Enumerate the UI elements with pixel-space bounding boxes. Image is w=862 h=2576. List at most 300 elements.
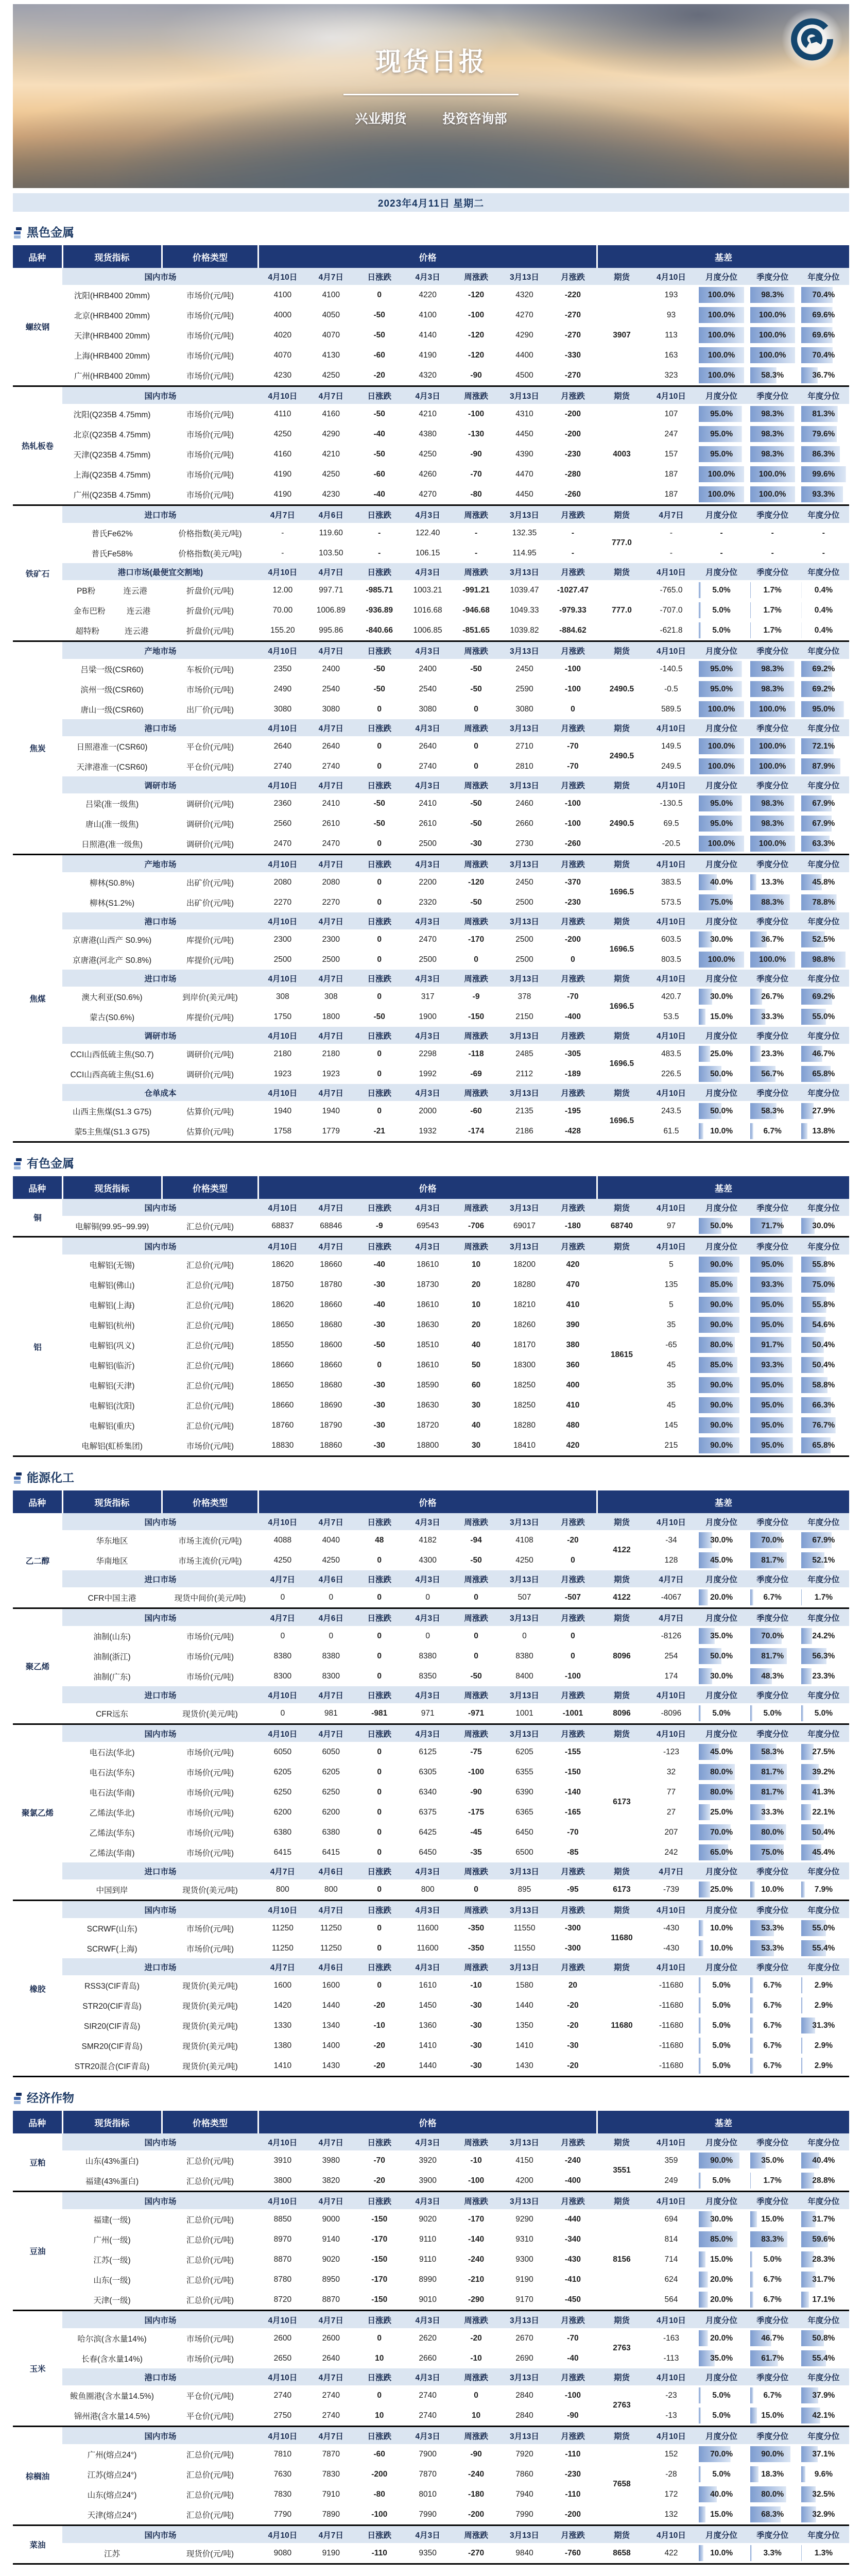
pct-header-cell: 月度分位 bbox=[696, 386, 747, 404]
percentile-cell: 20.0% bbox=[696, 2290, 747, 2311]
change-cell: -70 bbox=[567, 2333, 579, 2343]
percentile-cell: 5.0% bbox=[696, 2385, 747, 2405]
percentile-cell: 58.3% bbox=[747, 1742, 798, 1762]
price-cell: 2300 bbox=[273, 935, 292, 944]
table-row bbox=[13, 1216, 849, 1237]
change-cell: -30 bbox=[470, 2001, 482, 2010]
percentile-cell: - bbox=[822, 528, 825, 537]
price-cell: 4070 bbox=[322, 330, 340, 340]
price-cell: 69017 bbox=[513, 1221, 536, 1230]
change-cell: 10 bbox=[375, 2411, 384, 2420]
change-cell: -80 bbox=[470, 489, 482, 499]
change-cell: -70 bbox=[567, 1827, 579, 1837]
price-cell: 2080 bbox=[322, 877, 340, 887]
price-cell: 8720 bbox=[273, 2295, 292, 2304]
price-cell: 6375 bbox=[419, 1807, 437, 1817]
change-cell: 0 bbox=[377, 761, 382, 771]
market-label: 国内市场 bbox=[62, 1724, 258, 1742]
section-title bbox=[14, 223, 849, 240]
price-cell: 2810 bbox=[515, 761, 533, 771]
change-cell: 0 bbox=[377, 1980, 382, 1990]
futures-header-cell: 期货 bbox=[597, 2133, 646, 2150]
price-cell: 8380 bbox=[515, 1651, 533, 1660]
percentile-cell: 93.3% bbox=[747, 1355, 798, 1375]
change-cell: 0 bbox=[377, 1106, 382, 1115]
basis-cell: 149.5 bbox=[661, 741, 681, 751]
date-header-cell: 4月10日 bbox=[258, 970, 307, 987]
basis-cell: -11680 bbox=[659, 2061, 684, 2070]
price-type-cell: 市场价(元/吨) bbox=[186, 490, 234, 500]
price-cell: 18800 bbox=[417, 1440, 439, 1450]
commodity-cell: 焦煤 bbox=[13, 855, 62, 1142]
change-cell: 360 bbox=[566, 1360, 580, 1369]
pct-header-cell: 年度分位 bbox=[798, 1862, 849, 1879]
table-row bbox=[13, 1762, 849, 1782]
price-cell: 2600 bbox=[273, 2333, 292, 2343]
price-type-cell: 市场主流价(元/吨) bbox=[178, 1556, 242, 1566]
date-header-cell: 3月13日 bbox=[501, 563, 549, 580]
price-cell: 4500 bbox=[515, 370, 533, 380]
percentile-cell: 69.6% bbox=[798, 325, 849, 345]
price-cell: 2270 bbox=[322, 897, 340, 907]
price-cell: 9170 bbox=[515, 2295, 533, 2304]
price-cell: 4130 bbox=[322, 350, 340, 360]
table-row bbox=[13, 484, 849, 505]
change-cell: -100 bbox=[564, 664, 581, 673]
change-cell: -40 bbox=[373, 1260, 385, 1269]
market-subheader-row bbox=[13, 2311, 849, 2329]
date-header-cell: 4月7日 bbox=[307, 2368, 355, 2385]
futures-header-cell: 期货 bbox=[597, 1027, 646, 1044]
price-cell: 18200 bbox=[513, 1260, 536, 1269]
date-header-cell: 周涨跌 bbox=[452, 1958, 501, 1975]
price-cell: 4250 bbox=[322, 370, 340, 380]
pct-header-cell: 季度分位 bbox=[747, 719, 798, 736]
table-row bbox=[13, 580, 849, 600]
price-cell: 4190 bbox=[419, 350, 437, 360]
date-header-cell: 3月13日 bbox=[501, 719, 549, 736]
price-type-cell: 汇总价(元/吨) bbox=[186, 1321, 234, 1330]
price-cell: 4470 bbox=[515, 469, 533, 479]
price-cell: 18590 bbox=[417, 1380, 439, 1389]
price-cell: 18750 bbox=[271, 1280, 294, 1289]
pct-header-cell: 月度分位 bbox=[696, 855, 747, 873]
percentile-cell: 90.0% bbox=[696, 1395, 747, 1415]
commodity-cell: 棕榈油 bbox=[13, 2427, 62, 2526]
indicator-cell: 日照港(准一级焦) bbox=[81, 840, 143, 849]
date-header-cell: 周涨跌 bbox=[452, 1724, 501, 1742]
price-cell: 7940 bbox=[515, 2489, 533, 2499]
price-cell: 507 bbox=[518, 1592, 531, 1602]
date-header-cell: 3月13日 bbox=[501, 912, 549, 929]
percentile-cell: 10.0% bbox=[747, 1879, 798, 1901]
price-cell: 18790 bbox=[320, 1420, 342, 1430]
percentile-cell: 23.3% bbox=[747, 1044, 798, 1064]
percentile-cell: 23.3% bbox=[798, 1666, 849, 1686]
basis-date-header-cell: 4月10日 bbox=[646, 1901, 696, 1919]
basis-date-header-cell: 4月10日 bbox=[646, 386, 696, 404]
price-cell: 11250 bbox=[320, 1923, 342, 1933]
table-row bbox=[13, 2150, 849, 2171]
percentile-cell: 87.9% bbox=[798, 756, 849, 776]
percentile-cell: 56.7% bbox=[747, 1064, 798, 1084]
change-cell: -150 bbox=[371, 2255, 388, 2264]
price-type-cell: 市场价(元/吨) bbox=[186, 1442, 234, 1451]
futures-header-cell: 期货 bbox=[597, 970, 646, 987]
date-header-cell: 日涨跌 bbox=[355, 2133, 404, 2150]
percentile-cell: 50.4% bbox=[798, 1335, 849, 1355]
indicator-cell: 京唐港(河北产 S0.8%) bbox=[72, 956, 152, 965]
price-type-cell: 市场价(元/吨) bbox=[186, 2354, 234, 2364]
percentile-cell: 6.7% bbox=[747, 1121, 798, 1142]
date-header-cell: 4月7日 bbox=[307, 563, 355, 580]
percentile-cell: 35.0% bbox=[696, 2348, 747, 2368]
pct-header-cell: 年度分位 bbox=[798, 1724, 849, 1742]
price-cell: 2320 bbox=[419, 897, 437, 907]
change-cell: 0 bbox=[474, 1592, 478, 1602]
price-cell: 9310 bbox=[515, 2234, 533, 2244]
table-row bbox=[13, 1646, 849, 1666]
indicator-cell: 电解铝(佛山) bbox=[89, 1281, 135, 1290]
change-cell: 0 bbox=[377, 1049, 382, 1058]
pct-header-cell: 季度分位 bbox=[747, 1513, 798, 1530]
basis-cell: 215 bbox=[664, 1440, 678, 1450]
price-cell: 1049.33 bbox=[510, 605, 539, 615]
date-header-cell: 月涨跌 bbox=[548, 1513, 597, 1530]
price-cell: 8010 bbox=[419, 2489, 437, 2499]
date-header-cell: 4月10日 bbox=[258, 1199, 307, 1216]
price-cell: 2200 bbox=[419, 877, 437, 887]
price-cell: 0 bbox=[280, 1708, 285, 1718]
percentile-cell: 67.9% bbox=[798, 814, 849, 834]
pct-header-cell: 月度分位 bbox=[696, 2133, 747, 2150]
change-cell: -200 bbox=[564, 429, 581, 438]
date-header-cell: 4月7日 bbox=[307, 386, 355, 404]
table-row bbox=[13, 929, 849, 950]
percentile-cell: 95.0% bbox=[696, 404, 747, 424]
change-cell: 0 bbox=[377, 2391, 382, 2400]
price-cell: 1900 bbox=[419, 1012, 437, 1021]
percentile-cell: 65.0% bbox=[696, 1842, 747, 1862]
commodity-cell: 豆油 bbox=[13, 2192, 62, 2311]
date-header-cell: 周涨跌 bbox=[452, 386, 501, 404]
indicator-cell: 电解铝(无锡) bbox=[89, 1261, 135, 1270]
date-header-cell: 4月3日 bbox=[404, 641, 452, 659]
price-cell: 1779 bbox=[322, 1126, 340, 1136]
indicator-cell: 华南地区 bbox=[96, 1556, 128, 1566]
change-cell: -50 bbox=[470, 664, 482, 673]
change-cell: -90 bbox=[470, 449, 482, 459]
indicator-cell: 电解铝(虹桥集团) bbox=[81, 1442, 143, 1451]
price-cell: 7830 bbox=[322, 2469, 340, 2479]
table-row bbox=[13, 814, 849, 834]
price-type-cell: 价格指数(美元/吨) bbox=[178, 529, 242, 538]
percentile-cell: 33.3% bbox=[747, 1007, 798, 1027]
date-header-cell: 周涨跌 bbox=[452, 1686, 501, 1703]
price-type-cell: 汇总价(元/吨) bbox=[186, 1361, 234, 1370]
pct-header-cell: 季度分位 bbox=[747, 563, 798, 580]
price-cell: 1420 bbox=[273, 2001, 292, 2010]
price-cell: 18680 bbox=[320, 1320, 342, 1329]
percentile-cell: 90.0% bbox=[696, 1375, 747, 1395]
header-row bbox=[13, 1176, 849, 1199]
percentile-cell: 70.4% bbox=[798, 285, 849, 305]
percentile-cell: 0.4% bbox=[798, 620, 849, 641]
price-type-cell: 汇总价(元/吨) bbox=[186, 2256, 234, 2265]
change-cell: -985.71 bbox=[366, 585, 393, 595]
change-cell: 0 bbox=[377, 1787, 382, 1797]
percentile-cell: 100.0% bbox=[696, 736, 747, 756]
change-cell: -260 bbox=[564, 489, 581, 499]
change-cell: -45 bbox=[470, 1827, 482, 1837]
change-cell: 0 bbox=[377, 1555, 382, 1565]
date-header-cell: 4月7日 bbox=[307, 1513, 355, 1530]
header-row bbox=[13, 2111, 849, 2133]
percentile-cell: 5.0% bbox=[696, 2405, 747, 2427]
date-header-cell: 4月3日 bbox=[404, 1027, 452, 1044]
date-header-cell: 4月7日 bbox=[307, 1199, 355, 1216]
percentile-cell: 100.0% bbox=[696, 285, 747, 305]
indicator-cell: 天津(熔点24°) bbox=[87, 2511, 137, 2520]
change-cell: -140 bbox=[564, 1787, 581, 1797]
table-row bbox=[13, 285, 849, 305]
date-header-cell: 4月3日 bbox=[404, 970, 452, 987]
price-cell: 18620 bbox=[271, 1300, 294, 1309]
percentile-cell: 93.3% bbox=[747, 1275, 798, 1295]
table-row bbox=[13, 543, 849, 563]
pct-header-cell: 季度分位 bbox=[747, 1686, 798, 1703]
pct-header-cell: 季度分位 bbox=[747, 268, 798, 285]
percentile-cell: 69.6% bbox=[798, 305, 849, 325]
price-cell: 18830 bbox=[271, 1440, 294, 1450]
basis-cell: 483.5 bbox=[661, 1049, 681, 1058]
pct-header-cell: 季度分位 bbox=[747, 912, 798, 929]
company-name: 兴业期货 bbox=[355, 112, 407, 126]
indicator-cell: 天津港准一(CSR60) bbox=[76, 762, 148, 772]
table-row bbox=[13, 1587, 849, 1608]
change-cell: -290 bbox=[468, 2295, 485, 2304]
change-cell: 0 bbox=[377, 1885, 382, 1894]
price-cell: 4380 bbox=[419, 429, 437, 438]
basis-cell: -11680 bbox=[659, 1980, 684, 1990]
change-cell: 0 bbox=[377, 1923, 382, 1933]
price-cell: 3080 bbox=[419, 704, 437, 714]
date-header-cell: 4月10日 bbox=[258, 2368, 307, 2385]
futures-cell: 2490.5 bbox=[609, 684, 634, 693]
basis-header: 基差 bbox=[597, 1176, 849, 1199]
price-cell: 9290 bbox=[515, 2214, 533, 2224]
price-cell: 8870 bbox=[322, 2295, 340, 2304]
change-cell: 10 bbox=[375, 2353, 384, 2363]
pct-header-cell: 年度分位 bbox=[798, 1199, 849, 1216]
date-header-cell: 4月7日 bbox=[258, 505, 307, 523]
indicator-cell: 北京(Q235B 4.75mm) bbox=[73, 430, 151, 439]
pct-header-cell: 月度分位 bbox=[696, 268, 747, 285]
percentile-cell: 46.7% bbox=[798, 1044, 849, 1064]
change-cell: -50 bbox=[373, 1012, 385, 1021]
date-header-cell: 4月6日 bbox=[307, 1958, 355, 1975]
percentile-cell: 100.0% bbox=[747, 484, 798, 505]
price-cell: 4250 bbox=[515, 1555, 533, 1565]
pct-header-cell: 年度分位 bbox=[798, 563, 849, 580]
percentile-cell: 25.0% bbox=[696, 1879, 747, 1901]
pct-header-cell: 月度分位 bbox=[696, 1570, 747, 1587]
change-cell: -40 bbox=[373, 489, 385, 499]
price-type-cell: 库提价(元/吨) bbox=[186, 1013, 234, 1022]
date-header-cell: 4月7日 bbox=[307, 970, 355, 987]
change-cell: 0 bbox=[377, 704, 382, 714]
price-cell: 122.40 bbox=[415, 528, 440, 537]
table-head bbox=[13, 1176, 849, 1199]
basis-cell: 242 bbox=[664, 1848, 678, 1857]
price-type-cell: 出厂价(元/吨) bbox=[186, 705, 234, 715]
table-row bbox=[13, 1121, 849, 1142]
indicator-cell: 广州(一级) bbox=[93, 2235, 131, 2245]
date-header-cell: 周涨跌 bbox=[452, 1237, 501, 1255]
price-cell: 1039.47 bbox=[510, 585, 539, 595]
change-cell: -100 bbox=[468, 1767, 485, 1776]
price-cell: 0 bbox=[522, 1631, 527, 1640]
date-header-cell: 周涨跌 bbox=[452, 2311, 501, 2329]
change-cell: -100 bbox=[468, 409, 485, 418]
table-row bbox=[13, 1007, 849, 1027]
commodity-cell: 铜 bbox=[13, 1199, 62, 1237]
pct-header-cell: 月度分位 bbox=[696, 641, 747, 659]
change-cell: -21 bbox=[373, 1126, 385, 1136]
date-header-cell: 4月7日 bbox=[307, 719, 355, 736]
price-type-cell: 现货价(美元/吨) bbox=[182, 2062, 238, 2071]
table-body bbox=[13, 1513, 849, 2077]
price-header: 价格 bbox=[258, 2111, 597, 2133]
price-cell: 4000 bbox=[273, 310, 292, 319]
date-header-cell: 4月7日 bbox=[307, 776, 355, 793]
commodity-cell: 聚乙烯 bbox=[13, 1608, 62, 1724]
price-cell: 2660 bbox=[419, 2353, 437, 2363]
market-subheader-row bbox=[13, 1199, 849, 1216]
price-cell: 1940 bbox=[322, 1106, 340, 1115]
indicator-cell: 吕梁(准一级焦) bbox=[85, 800, 139, 809]
price-cell: 4250 bbox=[322, 1555, 340, 1565]
date-header-cell: 4月3日 bbox=[404, 563, 452, 580]
indicator-cell: 北京(HRB400 20mm) bbox=[74, 311, 150, 320]
percentile-cell: 100.0% bbox=[747, 950, 798, 970]
percentile-cell: 6.7% bbox=[747, 2056, 798, 2077]
change-cell: -60 bbox=[470, 1106, 482, 1115]
price-type-header: 价格类型 bbox=[162, 2111, 258, 2133]
pct-header-cell: 季度分位 bbox=[747, 776, 798, 793]
price-cell: 103.50 bbox=[319, 548, 343, 557]
commodity-cell: 焦炭 bbox=[13, 641, 62, 855]
date-header-cell: 4月7日 bbox=[307, 912, 355, 929]
price-cell: 2400 bbox=[419, 664, 437, 673]
date-header-cell: 3月13日 bbox=[501, 505, 549, 523]
change-cell: 0 bbox=[377, 1069, 382, 1078]
indicator-cell: 天津(一级) bbox=[93, 2296, 131, 2305]
change-cell: 410 bbox=[566, 1300, 580, 1309]
price-type-cell: 出矿价(元/吨) bbox=[186, 899, 234, 908]
price-cell: 4400 bbox=[515, 350, 533, 360]
date-header-cell: 日涨跌 bbox=[355, 563, 404, 580]
price-cell: 18630 bbox=[417, 1400, 439, 1410]
price-cell: 1410 bbox=[419, 2041, 437, 2050]
market-label: 进口市场 bbox=[62, 1958, 258, 1975]
price-cell: 4210 bbox=[322, 449, 340, 459]
price-cell: 155.20 bbox=[270, 625, 295, 635]
change-cell: -100 bbox=[564, 684, 581, 693]
futures-header-cell: 期货 bbox=[597, 1199, 646, 1216]
price-cell: 7810 bbox=[273, 2449, 292, 2459]
hero-banner bbox=[13, 4, 849, 188]
table-row bbox=[13, 424, 849, 444]
change-cell: -240 bbox=[468, 2469, 485, 2479]
change-cell: -9 bbox=[375, 1221, 383, 1230]
price-cell: 18170 bbox=[513, 1340, 536, 1349]
change-cell: 0 bbox=[377, 741, 382, 751]
date-header-cell: 4月3日 bbox=[404, 2368, 452, 2385]
market-label: 仓单成本 bbox=[62, 1084, 258, 1101]
price-cell: 6380 bbox=[322, 1827, 340, 1837]
price-cell: 18250 bbox=[513, 1380, 536, 1389]
percentile-cell: 55.0% bbox=[798, 1007, 849, 1027]
basis-date-header-cell: 4月10日 bbox=[646, 563, 696, 580]
price-type-cell: 市场价(元/吨) bbox=[186, 2334, 234, 2344]
pct-header-cell: 季度分位 bbox=[747, 1862, 798, 1879]
price-cell: 2740 bbox=[273, 761, 292, 771]
price-cell: 6125 bbox=[419, 1747, 437, 1756]
commodity-cell: 聚氯乙烯 bbox=[13, 1724, 62, 1901]
price-cell: 18760 bbox=[271, 1420, 294, 1430]
date-header-cell: 4月10日 bbox=[258, 2192, 307, 2210]
indicator-cell: 油制(山东) bbox=[93, 1632, 131, 1641]
date-header-cell: 4月6日 bbox=[307, 1608, 355, 1626]
percentile-cell: 35.0% bbox=[696, 1626, 747, 1646]
price-type-cell: 市场价(元/吨) bbox=[186, 1632, 234, 1641]
price-cell: 1400 bbox=[322, 2041, 340, 2050]
price-cell: 1430 bbox=[515, 2061, 533, 2070]
date-header-cell: 月涨跌 bbox=[548, 386, 597, 404]
change-cell: 30 bbox=[471, 1440, 481, 1450]
basis-cell: 247 bbox=[664, 429, 678, 438]
table-row bbox=[13, 2405, 849, 2427]
price-cell: 6415 bbox=[273, 1848, 292, 1857]
change-cell: -507 bbox=[564, 1592, 581, 1602]
percentile-cell: 13.3% bbox=[747, 872, 798, 892]
market-subheader-row bbox=[13, 1958, 849, 1975]
price-cell: 2540 bbox=[322, 684, 340, 693]
market-label: 国内市场 bbox=[62, 1199, 258, 1216]
change-cell: -200 bbox=[371, 2469, 388, 2479]
date-header-cell: 3月13日 bbox=[501, 2192, 549, 2210]
table-head bbox=[13, 245, 849, 268]
basis-date-header-cell: 4月10日 bbox=[646, 1724, 696, 1742]
price-cell: 8870 bbox=[273, 2255, 292, 2264]
change-cell: -70 bbox=[373, 2156, 385, 2165]
price-cell: 2500 bbox=[515, 897, 533, 907]
percentile-cell: 100.0% bbox=[747, 325, 798, 345]
price-type-cell: 估算价(元/吨) bbox=[186, 1107, 234, 1116]
date-header-cell: 3月13日 bbox=[501, 2368, 549, 2385]
change-cell: -851.65 bbox=[462, 625, 490, 635]
price-cell: 4250 bbox=[322, 469, 340, 479]
change-cell: -230 bbox=[564, 449, 581, 459]
pct-header-cell: 季度分位 bbox=[747, 1570, 798, 1587]
date-header-cell: 日涨跌 bbox=[355, 719, 404, 736]
table-row bbox=[13, 444, 849, 464]
percentile-cell: 17.1% bbox=[798, 2290, 849, 2311]
change-cell: 0 bbox=[474, 1651, 478, 1660]
change-cell: -50 bbox=[470, 684, 482, 693]
percentile-cell: 90.0% bbox=[696, 1315, 747, 1335]
